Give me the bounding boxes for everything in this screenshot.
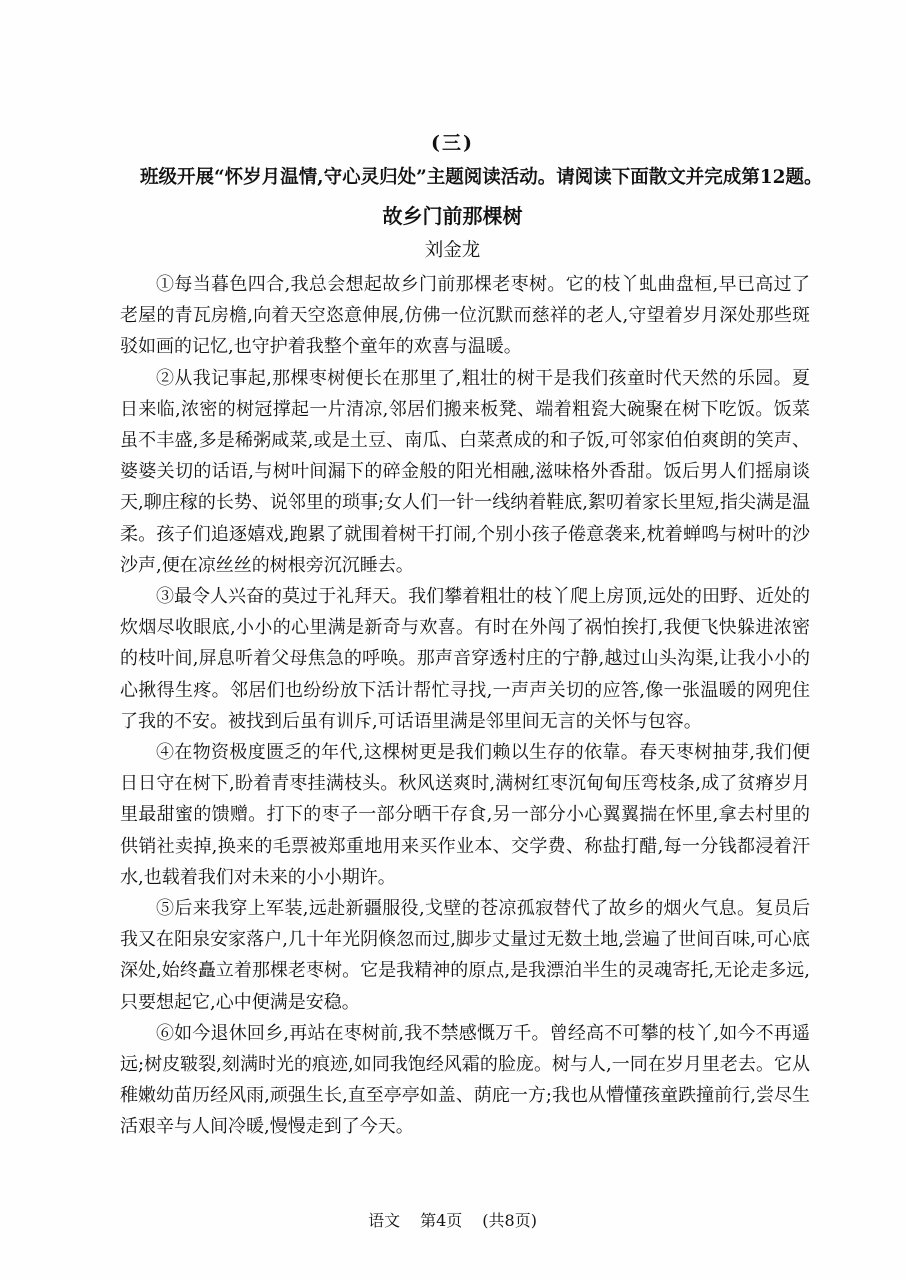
- reading-instruction: 班级开展“怀岁月温情,守心灵归处”主题阅读活动。请阅读下面散文并完成第12题。: [140, 167, 823, 188]
- page-footer: [0, 1208, 905, 1231]
- footer-subject: 语文: [368, 1211, 401, 1230]
- paragraph-5: ⑤后来我穿上军装,远赴新疆服役,戈壁的苍凉孤寂替代了故乡的烟火气息。复员后我又在阳泉安家落户,几十年光阴倏忽而过,脚步丈量过无数土地,尝遍了世间百味,可心底深处,始终矗立着那棵老枣树。它是我精神的原点,是我漂泊半生的灵魂寄托,无论走多远,只要想起它,心中便满是安稳。: [120, 898, 810, 1013]
- paragraph-3: ③最令人兴奋的莫过于礼拜天。我们攀着粗壮的枝丫爬上房顶,远处的田野、近处的炊烟尽收眼底,小小的心里满是新奇与欢喜。有时在外闯了祸怕挨打,我便飞快躲进浓密的枝叶间,屏息听着父母焦急的呼唤。那声音穿透村庄的宁静,越过山头沟渠,让我小小的心揪得生疼。邻居们也纷纷放下活计帮忙寻找,一声声关切的应答,像一张温暖的网兜住了我的不安。被找到后虽有训斥,可话语里满是邻里间无言的关怀与包容。: [120, 586, 810, 732]
- essay-body: [120, 269, 810, 1143]
- footer-page-number: 第4页: [420, 1211, 463, 1230]
- section-number: (三): [431, 132, 474, 154]
- paragraph-1: ①每当暮色四合,我总会想起故乡门前那棵老枣树。它的枝丫虬曲盘桓,早已高过了老屋的青瓦房檐,向着天空恣意伸展,仿佛一位沉默而慈祥的老人,守望着岁月深处那些斑驳如画的记忆,也守护着我整个童年的欢喜与温暖。: [120, 274, 810, 358]
- paragraph-6: ⑥如今退休回乡,再站在枣树前,我不禁感慨万千。曾经高不可攀的枝丫,如今不再遥远;树皮皲裂,刻满时光的痕迹,如同我饱经风霜的脸庞。树与人,一同在岁月里老去。它从稚嫩幼苗历经风雨,顽强生长,直至亭亭如盖、荫庇一方;我也从懵懂孩童跌撞前行,尝尽生活艰辛与人间冷暖,慢慢走到了今天。: [120, 1022, 810, 1138]
- paragraph-2: ②从我记事起,那棵枣树便长在那里了,粗壮的树干是我们孩童时代天然的乐园。夏日来临,浓密的树冠撑起一片清凉,邻居们搬来板凳、端着粗瓷大碗聚在树下吃饭。饭菜虽不丰盛,多是稀粥咸菜,或是土豆、南瓜、白菜煮成的和子饭,可邻家伯伯爽朗的笑声、婆婆关切的话语,与树叶间漏下的碎金般的阳光相融,滋味格外香甜。饭后男人们摇扇谈天,聊庄稼的长势、说邻里的琐事;女人们一针一线纳着鞋底,絮叨着家长里短,指尖满是温柔。孩子们追逐嬉戏,跑累了就围着树干打闹,个别小孩子倦意袭来,枕着蝉鸣与树叶的沙沙声,便在凉丝丝的树根旁沉沉睡去。: [120, 367, 810, 576]
- footer-total-pages: (共8页): [482, 1211, 537, 1230]
- essay-title: 故乡门前那棵树: [382, 204, 523, 228]
- paragraph-4: ④在物资极度匮乏的年代,这棵树更是我们赖以生存的依靠。春天枣树抽芽,我们便日日守在树下,盼着青枣挂满枝头。秋风送爽时,满树红枣沉甸甸压弯枝条,成了贫瘠岁月里最甜蜜的馈赠。打下的枣子一部分晒干存食,另一部分小心翼翼揣在怀里,拿去村里的供销社卖掉,换来的毛票被郑重地用来买作业本、交学费、称盐打醋,每一分钱都浸着汗水,也载着我们对未来的小小期许。: [120, 742, 810, 888]
- essay-author: 刘金龙: [424, 240, 481, 261]
